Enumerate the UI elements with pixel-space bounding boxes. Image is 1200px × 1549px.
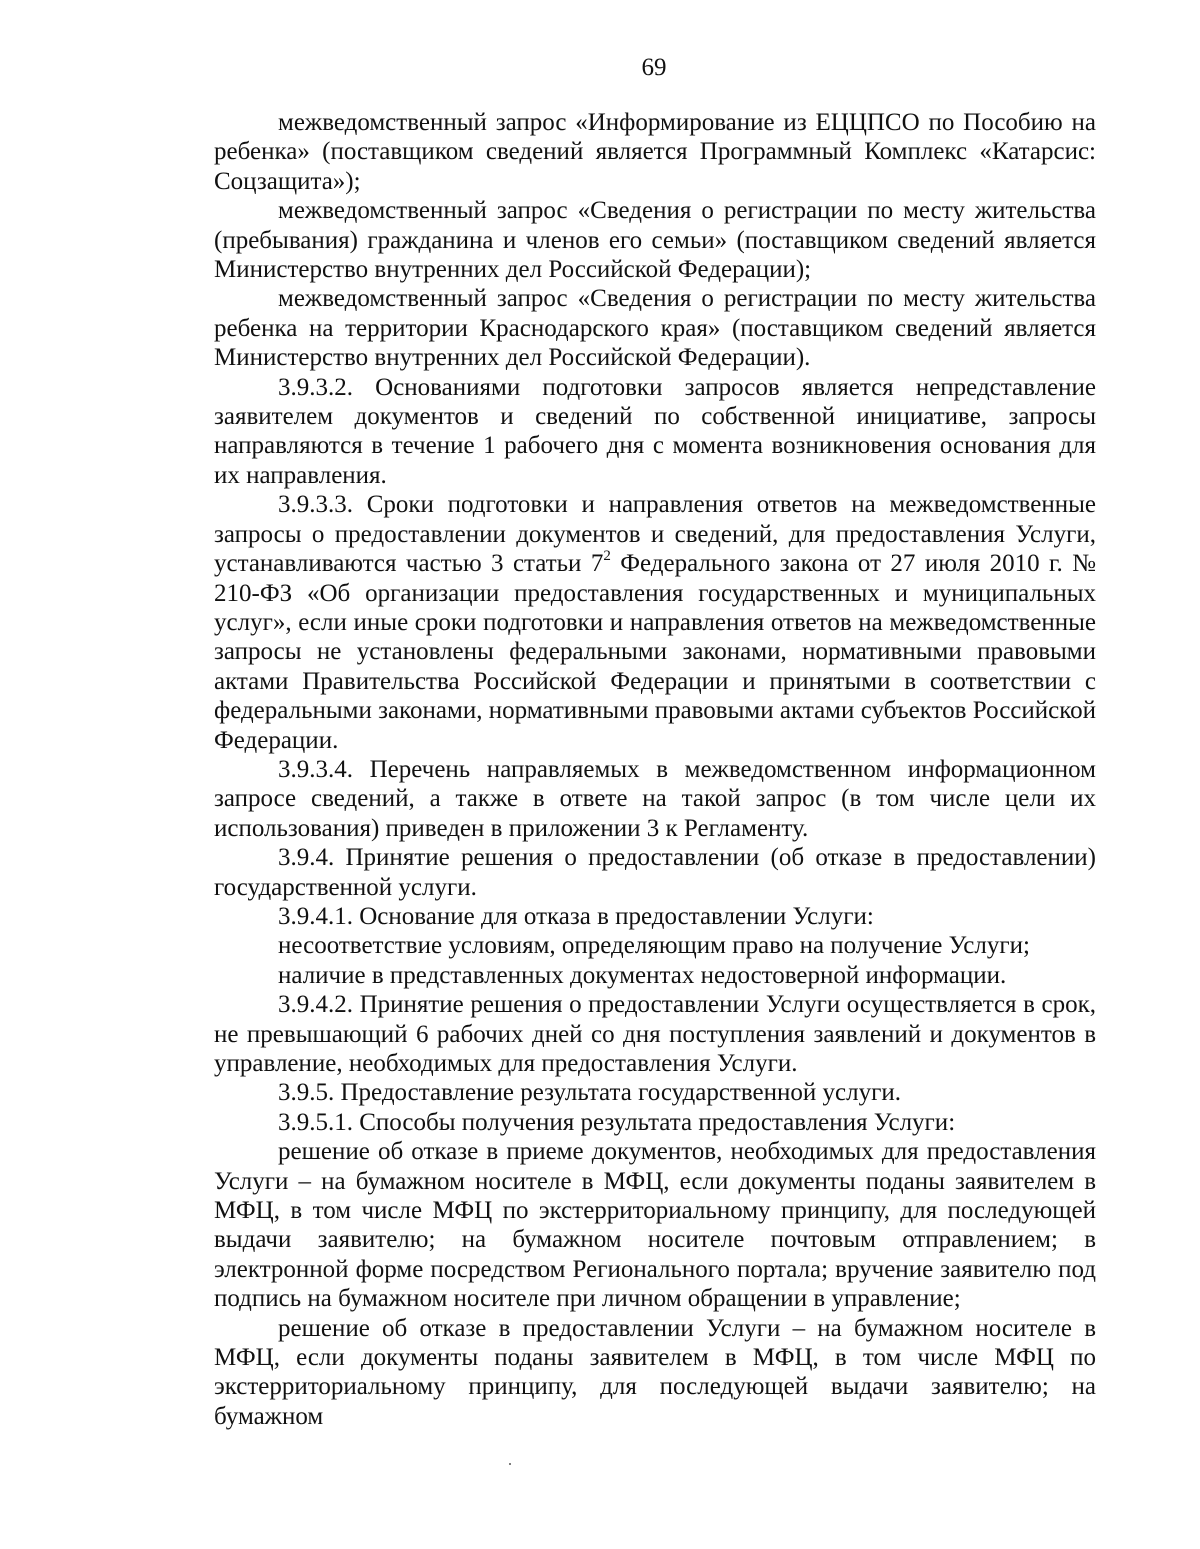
paragraph-3-9-3-4: 3.9.3.4. Перечень направляемых в межведомственном информационном запросе сведений, а также в ответе на такой запрос (в том числе цели их использования) приведен в приложении 3 к Регламенту. <box>214 755 1096 842</box>
paragraph-request-child-benefit: межведомственный запрос «Информирование из ЕЦЦПСО по Пособию на ребенка» (поставщиком сведений является Программный Комплекс «Катарсис: Соцзащита»); <box>214 109 1096 195</box>
paragraph-refusal-reason-2: наличие в представленных документах недостоверной информации. <box>278 961 1007 989</box>
scan-dot-mark <box>509 1463 511 1465</box>
paragraph-3-9-4: 3.9.4. Принятие решения о предоставлении (об отказе в предоставлении) государственной услуги. <box>214 844 1096 901</box>
paragraph-3-9-5: 3.9.5. Предоставление результата государственной услуги. <box>278 1079 901 1107</box>
paragraph-3-9-5-1: 3.9.5.1. Способы получения результата предоставления Услуги: <box>278 1108 956 1136</box>
superscript-2: 2 <box>603 547 611 564</box>
paragraph-3-9-3-3: 3.9.3.3. Сроки подготовки и направления ответов на межведомственные запросы о предоставлении документов и сведений, для предоставления Услуги, устанавливаются частью 3 статьи $7^2$ Федерального закона от 27 июля 2010 г. № 210-ФЗ «Об организации предоставления государственных и муниципальных услуг», если иные сроки подготовки и направления ответов на межведомственные запросы не установлены федеральными законами, нормативными правовыми актами Правительства Российской Федерации и принятыми в соответствии с федеральными законами, нормативными правовыми актами субъектов Российской Федерации. <box>214 491 1096 754</box>
paragraph-refusal-acceptance-methods: решение об отказе в приеме документов, необходимых для предоставления Услуги – на бумажном носителе в МФЦ, если документы поданы заявителем в МФЦ, в том числе МФЦ по экстерриториальному принципу, для последующей выдачи заявителю; на бумажном носителе почтовым отправлением; в электронной форме посредством Регионального портала; вручение заявителю под подпись на бумажном носителе при личном обращении в управление; <box>214 1138 1096 1313</box>
paragraph-request-registration-child: межведомственный запрос «Сведения о регистрации по месту жительства ребенка на территории Краснодарского края» (поставщиком сведений является Министерство внутренних дел Российской Федерации). <box>214 285 1096 372</box>
page-number: 69 <box>641 54 667 81</box>
paragraph-refusal-reason-1: несоответствие условиям, определяющим право на получение Услуги; <box>278 932 1030 960</box>
paragraph-request-registration-family: межведомственный запрос «Сведения о регистрации по месту жительства (пребывания) гражданина и членов его семьи» (поставщиком сведений является Министерство внутренних дел Российской Федерации); <box>214 197 1096 284</box>
paragraph-3-9-4-1: 3.9.4.1. Основание для отказа в предоставлении Услуги: <box>278 902 874 930</box>
paragraph-3-9-4-2: 3.9.4.2. Принятие решения о предоставлении Услуги осуществляется в срок, не превышающий 6 рабочих дней со дня поступления заявлений и документов в управление, необходимых для предоставления Услуги. <box>214 991 1096 1077</box>
paragraph-refusal-provision-methods: решение об отказе в предоставлении Услуги – на бумажном носителе в МФЦ, если документы поданы заявителем в МФЦ, в том числе МФЦ по экстерриториальному принципу, для последующей выдачи заявителю; на бумажном <box>214 1314 1096 1430</box>
document-body <box>214 108 1096 1431</box>
paragraph-3-9-3-2: 3.9.3.2. Основаниями подготовки запросов является непредставление заявителем документов и сведений по собственной инициативе, запросы направляются в течение 1 рабочего дня с момента возникновения основания для их направления. <box>214 373 1096 489</box>
